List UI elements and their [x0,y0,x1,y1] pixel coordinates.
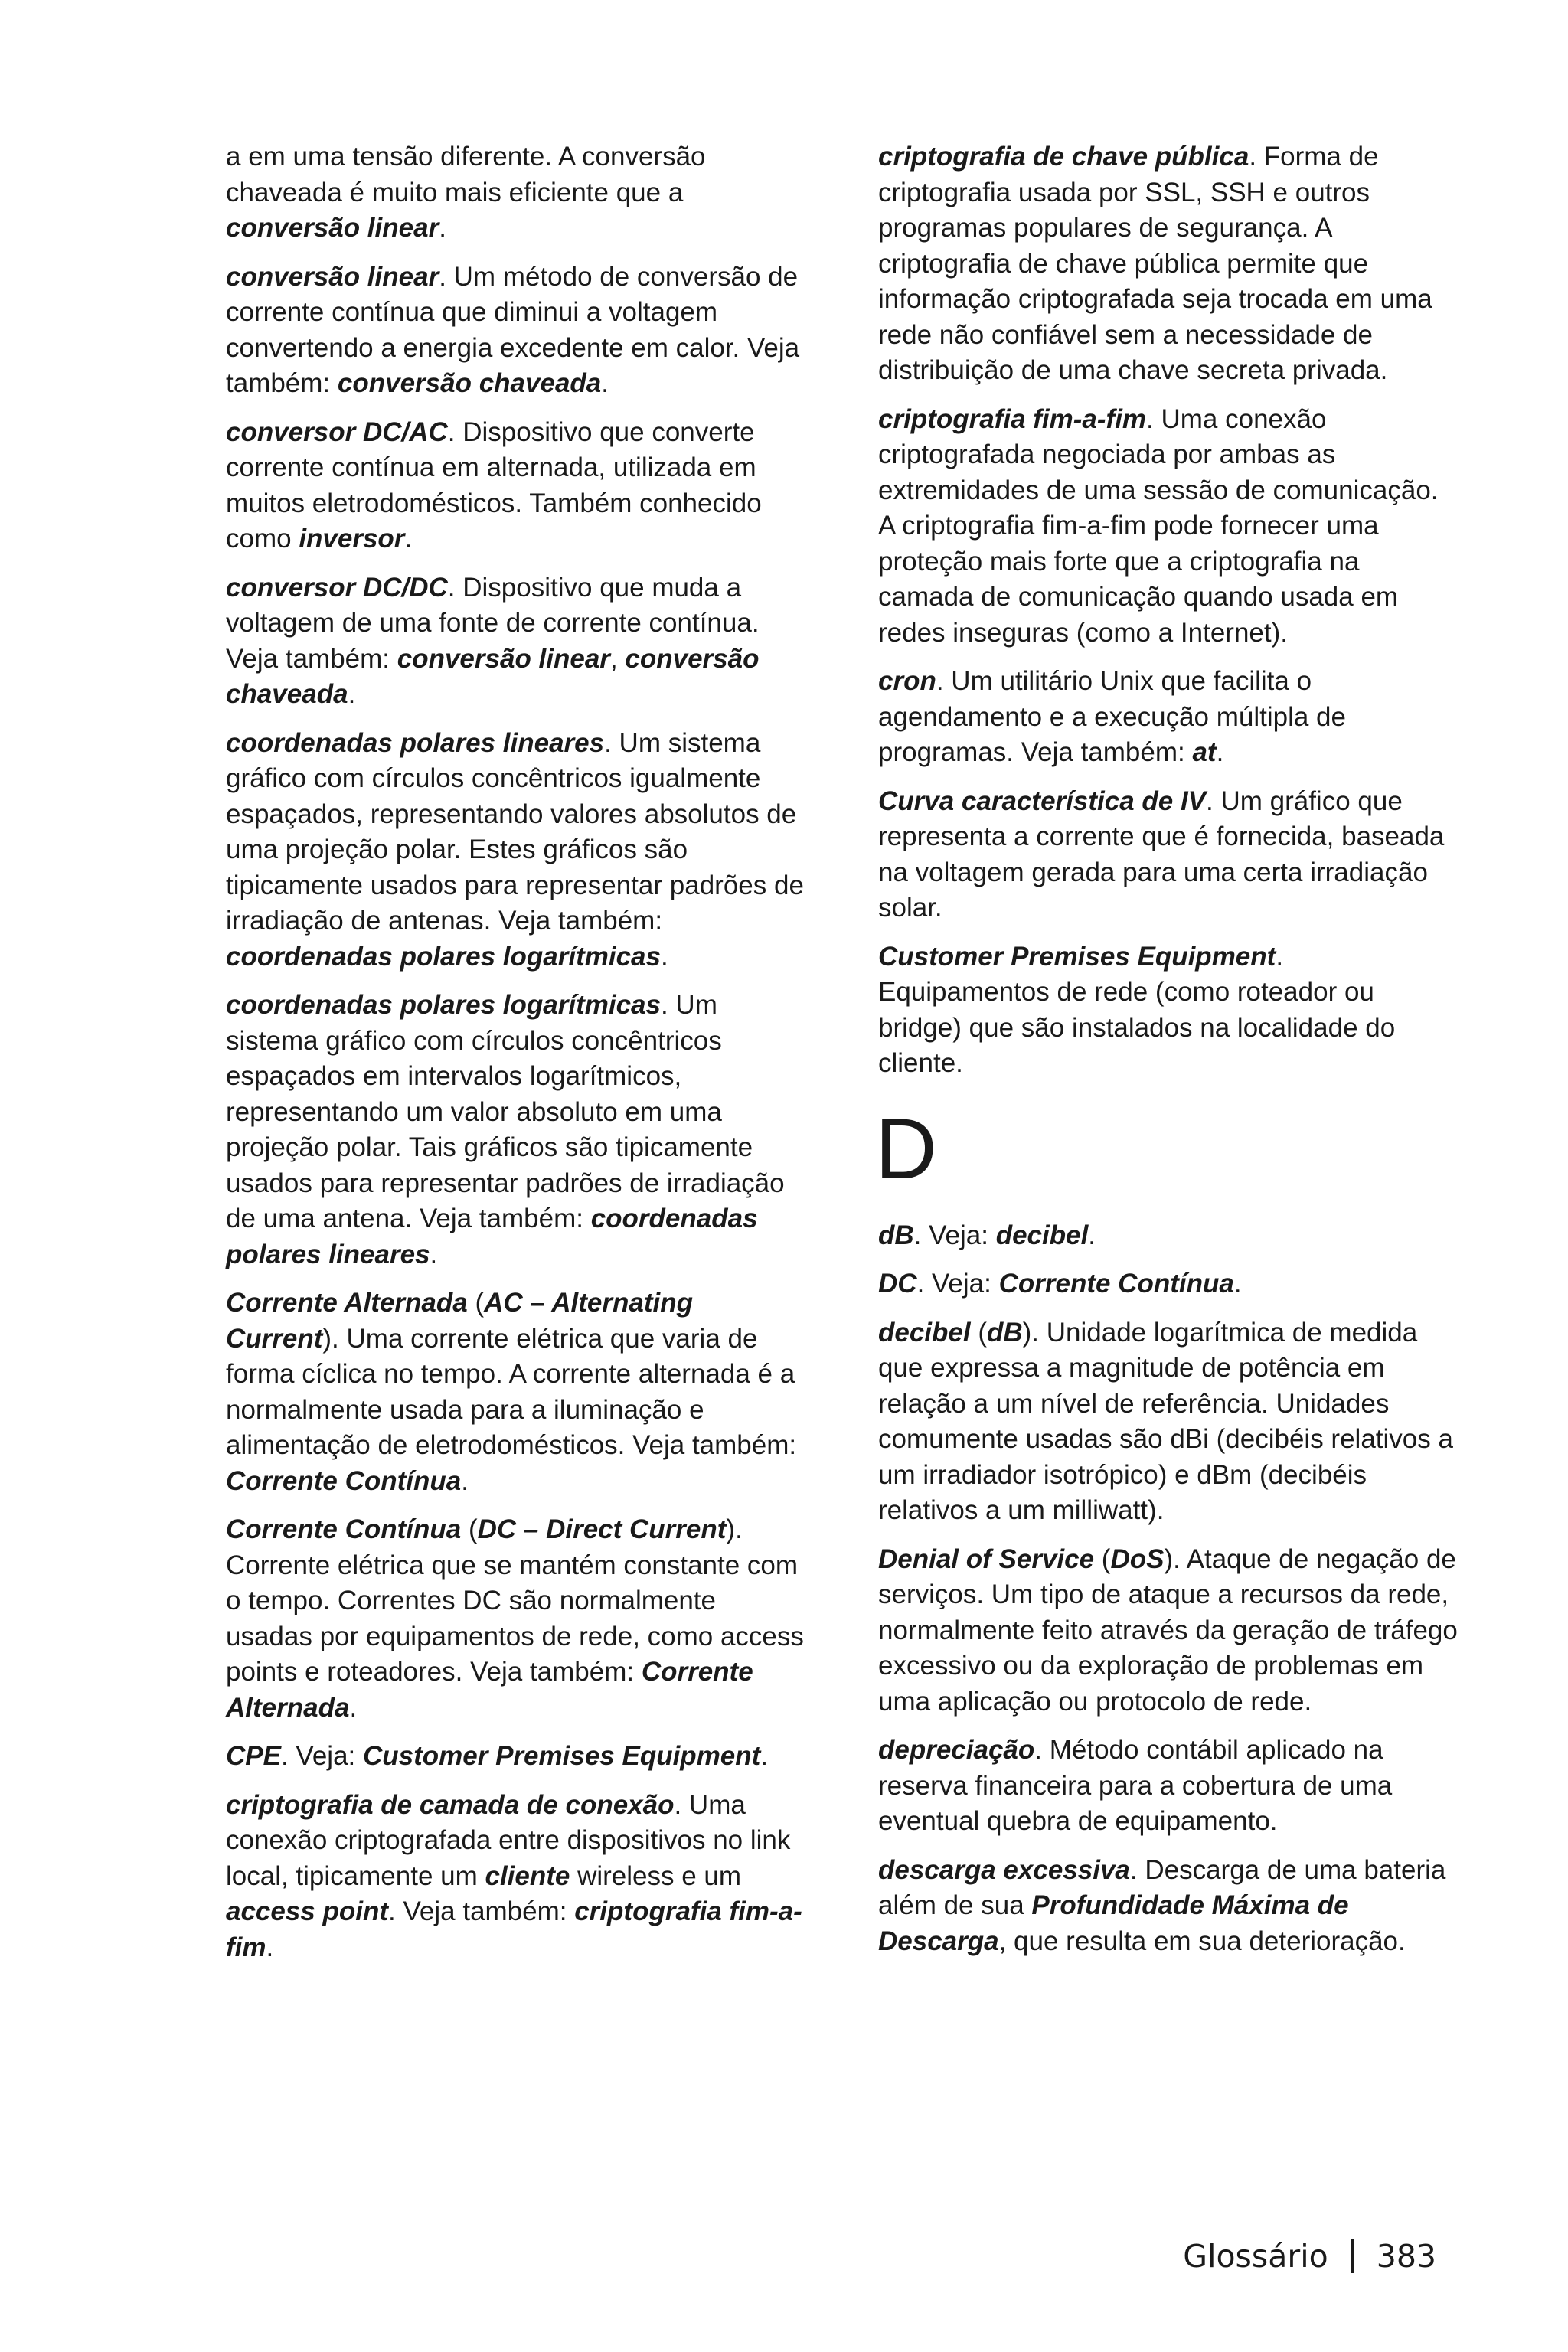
glossary-text: ( [1094,1544,1111,1574]
glossary-term: coordenadas polares logarítmicas [226,990,661,1020]
glossary-entry [226,1739,808,1775]
glossary-text: . Um sistema gráfico com círculos concêntricos espaçados em intervalos logarítmicos, representando um valor absoluto em uma projeção polar. Tais gráficos são tipicamente usados para representar padrões de irradiação de uma antena. Veja também: [226,990,785,1233]
glossary-text: ( [467,1288,485,1318]
glossary-text: . Um sistema gráfico com círculos concêntricos igualmente espaçados, representando valores absolutos de uma projeção polar. Estes gráficos são tipicamente usados para representar padrões de irradiação de antenas. Veja também: [226,727,804,936]
footer-separator [1351,2239,1354,2273]
glossary-text: . [1216,737,1224,767]
glossary-term: criptografia fim-a-fim [226,1896,802,1962]
page-footer [1183,2237,1436,2275]
glossary-entry [226,1285,808,1499]
glossary-term: Customer Premises Equipment [878,941,1276,972]
glossary-term: access point [226,1896,389,1926]
glossary-term: coordenadas polares logarítmicas [226,941,661,972]
glossary-term: Denial of Service [878,1544,1095,1574]
glossary-term: coordenadas polares lineares [226,1204,758,1269]
glossary-entry [226,1512,808,1726]
page-number: 383 [1376,2238,1436,2275]
glossary-entry [226,139,808,247]
glossary-term: decibel [995,1220,1089,1250]
glossary-text: . Uma conexão criptografada negociada por ambas as extremidades de uma sessão de comunicação. A criptografia fim-a-fim pode fornecer uma proteção mais forte que a criptografia na camada de comunicação quando usada em redes inseguras (como a Internet). [878,403,1439,648]
glossary-text: . [461,1465,469,1496]
glossary-text: . [601,368,609,398]
glossary-text: , que resulta em sua deterioração. [998,1926,1406,1956]
footer-section-title: Glossário [1183,2238,1328,2275]
left-column [226,139,808,1978]
glossary-text: . [349,1692,358,1723]
glossary-text: . Veja também: [388,1896,575,1926]
right-entries-after [878,1218,1460,1960]
glossary-term: conversor DC/AC [226,416,448,447]
glossary-term: CPE [226,1741,281,1771]
glossary-text: ( [461,1514,478,1544]
glossary-entry [878,402,1460,652]
glossary-text: . [404,524,413,554]
glossary-entry [226,988,808,1272]
glossary-text: . [348,679,356,709]
glossary-term: Corrente Alternada [226,1288,468,1318]
glossary-term: conversão linear [226,261,439,292]
glossary-text: . [439,213,446,243]
glossary-text: . Veja: [280,1741,363,1771]
glossary-term: conversão chaveada [337,368,602,398]
glossary-term: decibel [878,1317,971,1348]
glossary-text: ). Unidade logarítmica de medida que expressa a magnitude de potência em relação a um nível de referência. Unidades comumente usadas são dBi (decibéis relativos a um irradiador isotrópico) e dBm (decibéis relativos a um milliwatt). [878,1317,1453,1525]
glossary-term: conversão linear [226,213,439,243]
glossary-text: . Dispositivo que converte corrente contínua em alternada, utilizada em muitos eletrodomésticos. Também conhecido como [226,416,762,554]
glossary-term: at [1192,737,1217,767]
glossary-term: conversor DC/DC [226,572,448,603]
glossary-text: . Veja: [916,1269,999,1298]
glossary-entry [226,260,808,402]
glossary-term: DoS [1110,1544,1165,1574]
glossary-term: Corrente Contínua [226,1514,462,1544]
glossary-term: Curva característica de IV [878,786,1207,816]
glossary-term: descarga excessiva [878,1854,1130,1885]
section-letter-heading: D [875,1100,937,1197]
glossary-entry [878,1853,1460,1960]
glossary-text: . [760,1741,769,1771]
glossary-term: dB [987,1317,1023,1348]
glossary-term: Customer Premises Equipment [363,1741,761,1771]
glossary-term: Corrente Alternada [226,1657,753,1723]
glossary-entry [878,664,1460,771]
glossary-entry [878,1315,1460,1529]
glossary-entry [878,1542,1460,1720]
glossary-text: . Forma de criptografia usada por SSL, SSH e outros programas populares de segurança. A criptografia de chave pública permite que informação criptografada seja trocada em uma rede não confiável sem a necessidade de distribuição de uma chave secreta privada. [878,142,1432,385]
glossary-entry [226,1788,808,1966]
glossary-entry [878,784,1460,926]
glossary-term: cliente [485,1860,570,1891]
glossary-text: a em uma tensão diferente. A conversão chaveada é muito mais eficiente que a [226,142,706,207]
glossary-text: . [1233,1269,1242,1298]
glossary-term: DC [878,1269,917,1298]
glossary-term: criptografia fim-a-fim [878,403,1147,434]
glossary-text: . Método contábil aplicado na reserva financeira para a cobertura de uma eventual quebra de equipamento. [878,1735,1393,1836]
glossary-entry [878,1218,1460,1254]
glossary-text: ( [970,1317,987,1348]
glossary-term: conversão linear [397,643,610,674]
glossary-entry [878,139,1460,389]
glossary-term: cron [878,666,936,696]
glossary-text: ). Ataque de negação de serviços. Um tipo de ataque a recursos da rede, normalmente feito através da geração de tráfego excessivo ou da exploração de problemas em uma aplicação ou protocolo de rede. [878,1544,1458,1717]
glossary-text: . Descarga de uma bateria além de sua [878,1854,1446,1920]
glossary-text: wireless e um [570,1860,742,1891]
glossary-entry [878,1733,1460,1840]
glossary-text: . [1088,1220,1096,1250]
glossary-text: . [430,1239,438,1269]
glossary-entry [226,726,808,975]
glossary-term: DC – Direct Current [477,1514,727,1544]
glossary-text: . Um método de conversão de corrente contínua que diminui a voltagem convertendo a energia excedente em calor. Veja também: [226,261,800,398]
glossary-term: criptografia de chave pública [878,142,1250,172]
glossary-text: . Dispositivo que muda a voltagem de uma fonte de corrente contínua. Veja também: [226,572,760,674]
glossary-entry [226,415,808,557]
glossary-term: Corrente Contínua [226,1465,462,1496]
glossary-text: ). Corrente elétrica que se mantém constante com o tempo. Correntes DC são normalmente usadas por equipamentos de rede, como access points e roteadores. Veja também: [226,1514,804,1687]
glossary-text: , [609,643,626,674]
right-column [875,139,1460,1972]
glossary-entry [878,1266,1460,1302]
glossary-entry [226,570,808,713]
glossary-text: . Um utilitário Unix que facilita o agendamento e a execução múltipla de programas. Veja também: [878,666,1346,767]
glossary-term: conversão chaveada [226,643,760,709]
glossary-entry [878,939,1460,1082]
glossary-term: AC – Alternating Current [226,1288,693,1354]
glossary-term: Corrente Contínua [998,1269,1234,1298]
glossary-term: Profundidade Máxima de Descarga [878,1890,1349,1956]
glossary-text: . Equipamentos de rede (como roteador ou bridge) que são instalados na localidade do cliente. [878,941,1396,1078]
glossary-term: dB [878,1220,914,1250]
glossary-text: . [660,941,668,972]
right-entries-before [878,139,1460,1082]
glossary-text: . Um gráfico que representa a corrente que é fornecida, baseada na voltagem gerada para uma certa irradiação solar. [878,786,1445,923]
glossary-text: . Uma conexão criptografada entre dispositivos no link local, tipicamente um [226,1789,791,1891]
glossary-term: coordenadas polares lineares [226,727,605,758]
glossary-term: depreciação [878,1735,1035,1765]
glossary-text: ). Uma corrente elétrica que varia de forma cíclica no tempo. A corrente alternada é a normalmente usada para a iluminação e alimentação de eletrodomésticos. Veja também: [226,1323,797,1460]
glossary-term: inversor [299,524,405,554]
glossary-text: . Veja: [913,1220,996,1250]
glossary-text: . [266,1932,274,1962]
glossary-term: criptografia de camada de conexão [226,1789,675,1820]
